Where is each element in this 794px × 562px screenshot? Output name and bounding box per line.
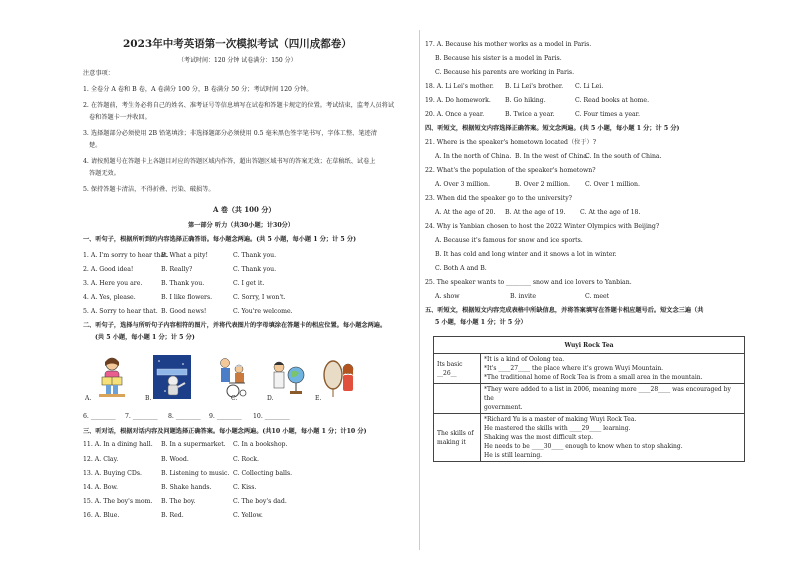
picture-label-c: C.	[231, 395, 238, 402]
question-option: C. Both A and B.	[435, 265, 487, 272]
question-option: B. Really?	[161, 266, 193, 273]
answer-blank-26[interactable]: __26__	[437, 369, 457, 377]
question-option: A. At the age of 20.	[435, 209, 496, 216]
question-option: C. meet	[585, 293, 610, 300]
question-option: B. Wood.	[161, 456, 189, 463]
table-row-content	[481, 414, 745, 462]
answer-blank-6[interactable]: 6. ________	[83, 413, 116, 420]
question-option: B. Twice a year.	[505, 111, 555, 118]
question-option: B. Red.	[161, 512, 184, 519]
exam-title: 2023年中考英语第一次模拟考试（四川成都卷）	[123, 38, 352, 50]
question-option: C. At the age of 18.	[580, 209, 641, 216]
row-label-line: making it	[437, 438, 466, 446]
question-option: 19. A. Do homework.	[425, 97, 491, 104]
question-option: C. In the south of China.	[585, 153, 662, 160]
question-option: C. Over 1 million.	[585, 181, 640, 188]
notice-title: 注意事项：	[83, 70, 114, 77]
notice-line: 卷和答题卡一并收回。	[89, 114, 151, 121]
table-row-label	[434, 384, 481, 414]
notice-line: 4. 请按照题号在答题卡上各题目对应的答题区域内作答，超出答题区域书写的答案无效；在草稿纸、试卷上	[83, 158, 376, 165]
question-option: A. In the north of China.	[435, 153, 512, 160]
table-line: He is still learning.	[484, 452, 543, 459]
question-option: C. The boy's dad.	[233, 498, 287, 505]
question-option: 15. A. The boy's mom.	[83, 498, 153, 505]
question-option: C. Thank you.	[233, 266, 277, 273]
question-option: B. Good news!	[161, 308, 207, 315]
question-option: B. Go hiking.	[505, 97, 546, 104]
answer-blank-10[interactable]: 10. ________	[253, 413, 290, 420]
table-line: *It's ____27____ the place where it's grown Wuyi Mountain.	[484, 365, 664, 372]
question-option: 16. A. Blue.	[83, 512, 120, 519]
question-option: C. You're welcome.	[233, 308, 293, 315]
section5-title-cont: 5 小题，每小题 1 分；计 5 分）	[435, 319, 527, 326]
question-option: 20. A. Once a year.	[425, 111, 485, 118]
question-option: B. Listening to music.	[161, 470, 230, 477]
question-option: 11. A. In a dining hall.	[83, 441, 153, 448]
notice-line: 楚。	[89, 142, 102, 149]
question-option: B. Over 2 million.	[515, 181, 570, 188]
question-option: C. Rock.	[233, 456, 260, 463]
section3-title: 三、听对话，根据对话内容及问题选择正确答案。每小题念两遍。(共10 小题，每小题 1 分；计10 分)	[83, 428, 367, 435]
question-24: 24. Why is Yanbian chosen to host the 2022 Winter Olympics with Beijing?	[425, 223, 660, 230]
question-22: 22. What's the population of the speaker's hometown?	[425, 167, 596, 174]
question-23: 23. When did the speaker go to the university?	[425, 195, 573, 202]
table-line: *It is a kind of Oolong tea.	[484, 356, 565, 363]
table-line: government.	[484, 404, 523, 411]
picture-label-e: E.	[315, 395, 322, 402]
table-line: *Richard Yu is a master of making Wuyi Rock Tea.	[484, 416, 637, 423]
question-option: 4. A. Yes, please.	[83, 294, 136, 301]
question-option: A. Because it's famous for snow and ice sports.	[435, 237, 583, 244]
question-option: C. Sorry, I won't.	[233, 294, 286, 301]
picture-label-b: B.	[145, 395, 152, 402]
notice-line: 3. 选择题部分必须使用 2B 铅笔填涂；非选择题部分必须使用 0.5 毫米黑色签字笔书写，字体工整、笔迹清	[83, 130, 377, 137]
table-row-content	[481, 384, 745, 414]
table-line: *They were added to a list in 2006, meaning more ____28____ was encouraged by the	[484, 386, 731, 402]
question-option: C. I get it.	[233, 280, 265, 287]
table-row-label	[434, 414, 481, 462]
question-option: B. Li Lei's brother.	[505, 83, 564, 90]
exam-time-info: （考试时间：120 分钟 试卷满分：150 分）	[178, 57, 297, 64]
question-option: B. In a supermarket.	[161, 441, 226, 448]
table-row-label	[434, 354, 481, 384]
question-option: C. Because his parents are working in Paris.	[435, 69, 575, 76]
question-option: B. Because his sister is a model in Paris.	[435, 55, 562, 62]
section2-title: 二、听句子，选择与所听句子内容相符的图片，并将代表图片的字母填涂在答题卡的相应位置。每小题念两遍。	[83, 322, 387, 329]
left-column	[83, 0, 415, 562]
question-option: B. Thank you.	[161, 280, 205, 287]
section4-title: 四、听短文，根据短文内容选择正确答案。短文念两遍。(共 5 小题，每小题 1 分；计 5 分)	[425, 125, 680, 132]
question-option: A. Over 3 million.	[435, 181, 490, 188]
row-label-line: The skills of	[437, 429, 474, 437]
answer-blank-9[interactable]: 9. ________	[209, 413, 242, 420]
question-option: B. Shake hands.	[161, 484, 212, 491]
answer-blank-8[interactable]: 8. ________	[168, 413, 201, 420]
girl-reading-picture	[93, 355, 131, 399]
answer-blank-7[interactable]: 7. ________	[125, 413, 158, 420]
blank-number: 26	[443, 369, 451, 377]
question-option: B. It has cold and long winter and it snows a lot in winter.	[435, 251, 617, 258]
question-option: 2. A. Good idea!	[83, 266, 134, 273]
question-option: 13. A. Buying CDs.	[83, 470, 142, 477]
question-option: B. The boy.	[161, 498, 196, 505]
notice-line: 2. 在答题前，考生务必将自己的姓名、准考证号等信息填写在试卷和答题卡规定的位置。考试结束，监考人员将试	[83, 102, 395, 109]
boy-globe-picture	[269, 355, 307, 399]
question-21: 21. Where is the speaker's hometown located（位于）?	[425, 139, 597, 146]
question-option: A. show	[435, 293, 460, 300]
table-line: He mastered the skills with ____29____ learning.	[484, 425, 631, 432]
question-option: 3. A. Here you are.	[83, 280, 143, 287]
section1-title: 一、听句子，根据所听到的内容选择正确答语。每小题念两遍。(共 5 小题，每小题 1 分；计 5 分)	[83, 236, 357, 243]
question-option: C. Four times a year.	[575, 111, 640, 118]
picture-label-d: D.	[267, 395, 274, 402]
wuyi-tea-table	[433, 336, 745, 462]
table-header: Wuyi Rock Tea	[434, 337, 745, 354]
question-option: 18. A. Li Lei's mother.	[425, 83, 494, 90]
question-option: B. What a pity!	[161, 252, 209, 259]
question-option: B. In the west of China.	[515, 153, 589, 160]
question-17: 17. A. Because his mother works as a model in Paris.	[425, 41, 592, 48]
question-option: C. Kiss.	[233, 484, 257, 491]
part1-heading: 第一部分 听力（共30小题；计30分）	[188, 222, 294, 229]
girl-mirror-picture	[321, 355, 359, 399]
question-25: 25. The speaker wants to ________ snow and ice lovers to Yanbian.	[425, 279, 632, 286]
picture-options	[83, 355, 413, 405]
helping-elderly-picture	[213, 355, 251, 399]
notice-line: 5. 保持答题卡清洁，不得折叠、污染、破损等。	[83, 186, 215, 193]
table-row-content	[481, 354, 745, 384]
column-divider	[419, 30, 420, 550]
question-option: 12. A. Clay.	[83, 456, 119, 463]
question-option: 1. A. I'm sorry to hear that.	[83, 252, 169, 259]
picture-label-a: A.	[85, 395, 92, 402]
question-option: C. Collecting balls.	[233, 470, 293, 477]
question-option: B. At the age of 19.	[505, 209, 566, 216]
question-option: B. I like flowers.	[161, 294, 213, 301]
right-column	[425, 0, 745, 562]
table-line: Shaking was the most difficult step.	[484, 434, 594, 441]
section5-title: 五、听短文，根据短文内容完成表格中所缺信息，并将答案填写在答题卡相应题号后。短文念三遍（共	[425, 307, 704, 314]
question-option: B. invite	[510, 293, 537, 300]
a-volume-heading: A 卷（共 100 分）	[213, 205, 276, 214]
astronaut-picture	[153, 355, 191, 399]
question-option: C. Read books at home.	[575, 97, 650, 104]
question-option: 14. A. Bow.	[83, 484, 119, 491]
notice-line: 1. 全卷分 A 卷和 B 卷，A 卷满分 100 分，B 卷满分 50 分；考试时间 120 分钟。	[83, 86, 313, 93]
row-label-line: Its basic	[437, 360, 463, 368]
question-option: C. Thank you.	[233, 252, 277, 259]
section2-title-cont: (共 5 小题，每小题 1 分；计 5 分)	[95, 334, 195, 341]
question-option: 5. A. Sorry to hear that.	[83, 308, 158, 315]
notice-line: 答题无效。	[89, 170, 120, 177]
table-line: He needs to be ____30____ enough to know when to stop shaking.	[484, 443, 683, 450]
question-option: C. Li Lei.	[575, 83, 604, 90]
table-line: *The traditional home of Rock Tea is from a small area in the mountain.	[484, 374, 703, 381]
question-option: C. Yellow.	[233, 512, 263, 519]
question-option: C. In a bookshop.	[233, 441, 288, 448]
